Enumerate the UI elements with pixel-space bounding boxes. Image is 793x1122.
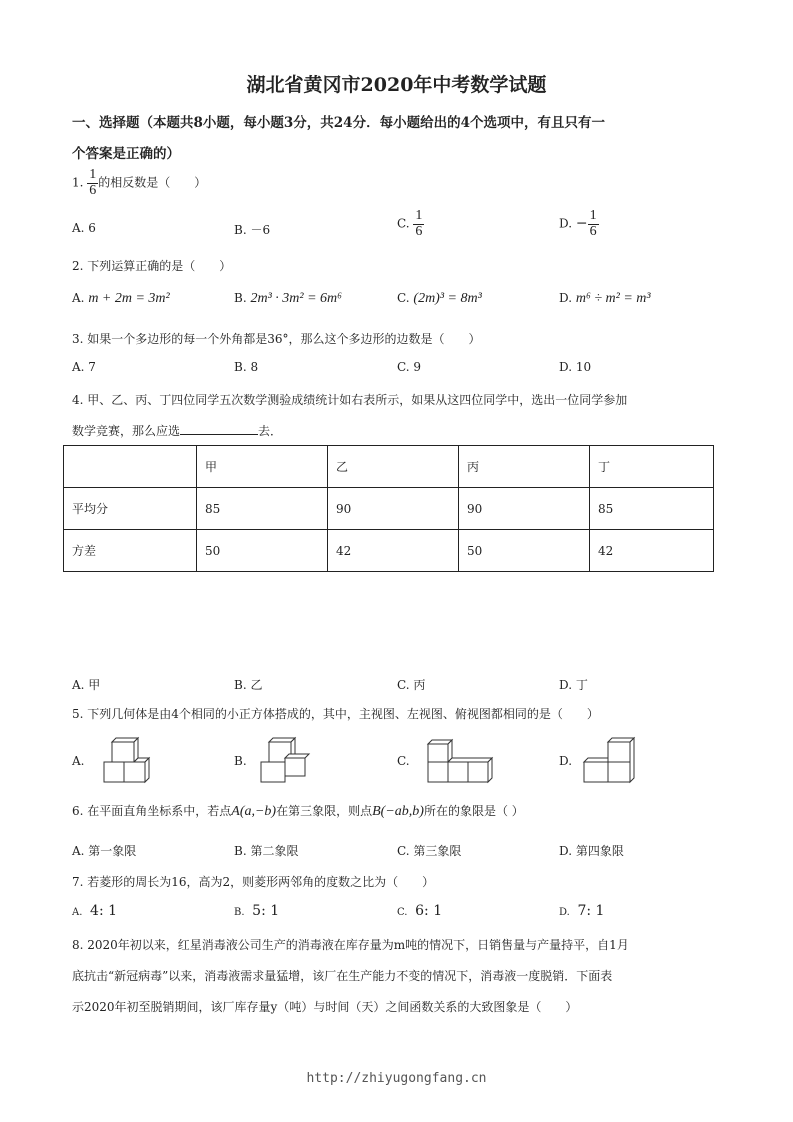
table-header-row	[64, 446, 714, 488]
table-cell: 90	[328, 488, 459, 530]
table-cell: 平均分	[64, 488, 197, 530]
answer-blank	[180, 424, 258, 435]
table-cell: 乙	[328, 446, 459, 488]
table-row	[64, 488, 714, 530]
option-d: D. 第四象限	[559, 844, 624, 858]
footer-url[interactable]: http://zhiyugongfang.cn	[306, 1071, 487, 1086]
scores-table	[63, 445, 714, 572]
fraction: $\frac{1}{6}$	[89, 167, 97, 198]
option-c: C. (2m)³ = 8m³	[397, 291, 482, 306]
page-title: 湖北省黄冈市2020年中考数学试题	[246, 74, 547, 96]
cube-figure-a	[102, 736, 152, 784]
option-c: C. $\frac{1}{6}$	[397, 208, 423, 239]
option-b: B. 8	[234, 360, 259, 374]
question-6: 6. 在平面直角坐标系中，若点A(a,−b)在第三象限，则点B(−ab,b)所在的象限是（ ）	[72, 804, 524, 819]
option-d-label: D.	[559, 754, 573, 768]
option-a: A. 7	[72, 360, 96, 374]
option-a-label: A.	[72, 754, 85, 768]
option-d: D. − $\frac{1}{6}$	[559, 208, 597, 239]
option-b: B. 乙	[234, 678, 263, 692]
question-8-line1: 8. 2020年初以来，红星消毒液公司生产的消毒液在库存量为m吨的情况下，日销售量与产量持平，自1月	[72, 938, 629, 952]
table-row	[64, 530, 714, 572]
option-a: A. 甲	[72, 678, 101, 692]
option-b: B. 5: 1	[234, 903, 280, 919]
option-d: D. 10	[559, 360, 592, 374]
option-d: D. m⁶ ÷ m² = m³	[559, 291, 651, 306]
table-cell: 90	[459, 488, 590, 530]
option-c: C. 9	[397, 360, 422, 374]
option-a: A. 4: 1	[72, 903, 118, 919]
option-d: D. 丁	[559, 678, 588, 692]
table-cell: 甲	[197, 446, 328, 488]
table-cell: 85	[197, 488, 328, 530]
option-c: C. 丙	[397, 678, 426, 692]
table-cell: 50	[197, 530, 328, 572]
table-cell: 丙	[459, 446, 590, 488]
question-text: 的相反数是（ ）	[98, 175, 207, 190]
question-7: 7. 若菱形的周长为16，高为2，则菱形两邻角的度数之比为（ ）	[72, 875, 435, 889]
question-4-line2: 数学竞赛，那么应选 去．	[72, 424, 283, 438]
question-2: 2. 下列运算正确的是（ ）	[72, 259, 232, 273]
table-cell	[64, 446, 197, 488]
option-d: D. 7: 1	[559, 903, 605, 919]
question-number: 1.	[72, 175, 84, 190]
question-4-line1: 4. 甲、乙、丙、丁四位同学五次数学测验成绩统计如右表所示，如果从这四位同学中，选出一位同学参加	[72, 393, 628, 407]
option-a: A. 第一象限	[72, 844, 137, 858]
cube-figure-c	[426, 738, 494, 784]
table-cell: 42	[590, 530, 714, 572]
option-c: C. 第三象限	[397, 844, 462, 858]
option-b: B. 2m³ · 3m² = 6m⁶	[234, 291, 343, 306]
table-cell: 50	[459, 530, 590, 572]
option-b-label: B.	[234, 754, 247, 768]
option-a: A. 6	[72, 221, 96, 235]
question-1	[72, 168, 206, 198]
cube-figure-b	[259, 736, 311, 784]
table-cell: 85	[590, 488, 714, 530]
question-5: 5. 下列几何体是由4个相同的小正方体搭成的，其中，主视图、左视图、俯视图都相同的是（ ）	[72, 707, 599, 721]
table-cell: 丁	[590, 446, 714, 488]
option-a: A. m + 2m = 3m²	[72, 291, 170, 306]
cube-figure-d	[582, 736, 636, 784]
table-cell: 方差	[64, 530, 197, 572]
question-3: 3. 如果一个多边形的每一个外角都是36°，那么这个多边形的边数是（ ）	[72, 332, 481, 346]
question-8-line3: 示2020年初至脱销期间，该厂库存量y（吨）与时间（天）之间函数关系的大致图象是（ ）	[72, 1000, 578, 1014]
option-b: B. 第二象限	[234, 844, 299, 858]
table-cell: 42	[328, 530, 459, 572]
question-8-line2: 底抗击“新冠病毒”以来，消毒液需求量猛增，该厂在生产能力不变的情况下，消毒液一度脱销．下面表	[72, 969, 613, 983]
option-c: C. 6: 1	[397, 903, 443, 919]
section-heading-line2: 个答案是正确的）	[72, 146, 180, 162]
option-b: B. －6	[234, 223, 271, 237]
option-c-label: C.	[397, 754, 410, 768]
section-heading-line1: 一、选择题（本题共8小题，每小题3分，共24分．每小题给出的4个选项中，有且只有一	[72, 115, 605, 131]
